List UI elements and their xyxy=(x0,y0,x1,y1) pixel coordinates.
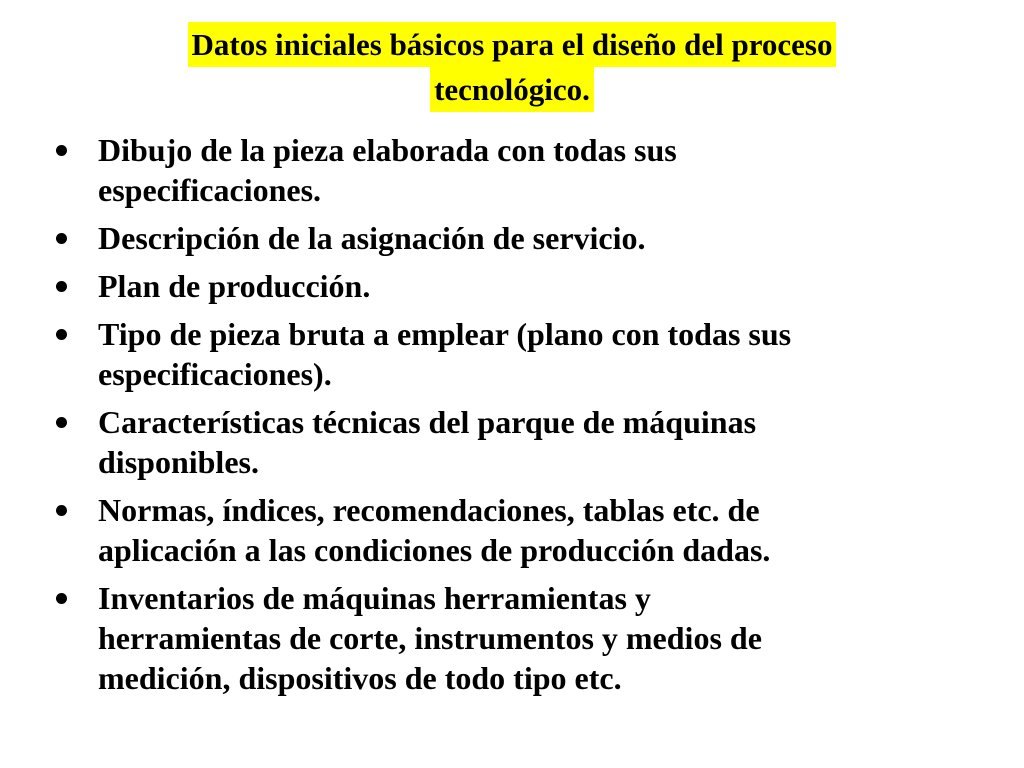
bullet-text xyxy=(98,314,992,394)
slide-title xyxy=(0,22,1024,112)
bullet-item-drawing xyxy=(52,130,992,210)
bullet-dot-icon xyxy=(56,505,67,516)
bullet-item-raw-piece-type xyxy=(52,314,992,394)
title-line-1: Datos iniciales básicos para el diseño del proceso xyxy=(188,22,837,67)
bullet-line: Descripción de la asignación de servicio. xyxy=(98,220,646,256)
bullet-dot-icon xyxy=(56,145,67,156)
bullet-list xyxy=(52,130,992,706)
bullet-item-inventories xyxy=(52,578,992,698)
bullet-dot-icon xyxy=(56,593,67,604)
bullet-text xyxy=(98,266,992,306)
bullet-line: Inventarios de máquinas herramientas y xyxy=(98,580,651,616)
bullet-line: Plan de producción. xyxy=(98,268,371,304)
bullet-line: Tipo de pieza bruta a emplear (plano con todas sus xyxy=(98,316,792,352)
bullet-line: disponibles. xyxy=(98,444,259,480)
bullet-text xyxy=(98,218,992,258)
bullet-text xyxy=(98,130,992,210)
bullet-text xyxy=(98,578,992,698)
bullet-text xyxy=(98,402,992,482)
bullet-line: medición, dispositivos de todo tipo etc. xyxy=(98,660,622,696)
bullet-dot-icon xyxy=(56,233,67,244)
bullet-text xyxy=(98,490,992,570)
bullet-line: especificaciones). xyxy=(98,356,332,392)
bullet-item-norms xyxy=(52,490,992,570)
bullet-item-production-plan xyxy=(52,266,992,306)
bullet-line: Características técnicas del parque de máquinas xyxy=(98,404,757,440)
bullet-item-service-description xyxy=(52,218,992,258)
bullet-line: Normas, índices, recomendaciones, tablas etc. de xyxy=(98,492,760,528)
bullet-line: especificaciones. xyxy=(98,172,322,208)
bullet-line: Dibujo de la pieza elaborada con todas sus xyxy=(98,132,677,168)
bullet-dot-icon xyxy=(56,281,67,292)
bullet-item-machine-characteristics xyxy=(52,402,992,482)
bullet-line: aplicación a las condiciones de producción dadas. xyxy=(98,532,771,568)
title-line-2: tecnológico. xyxy=(430,67,594,112)
bullet-line: herramientas de corte, instrumentos y medios de xyxy=(98,620,762,656)
bullet-dot-icon xyxy=(56,417,67,428)
bullet-dot-icon xyxy=(56,329,67,340)
